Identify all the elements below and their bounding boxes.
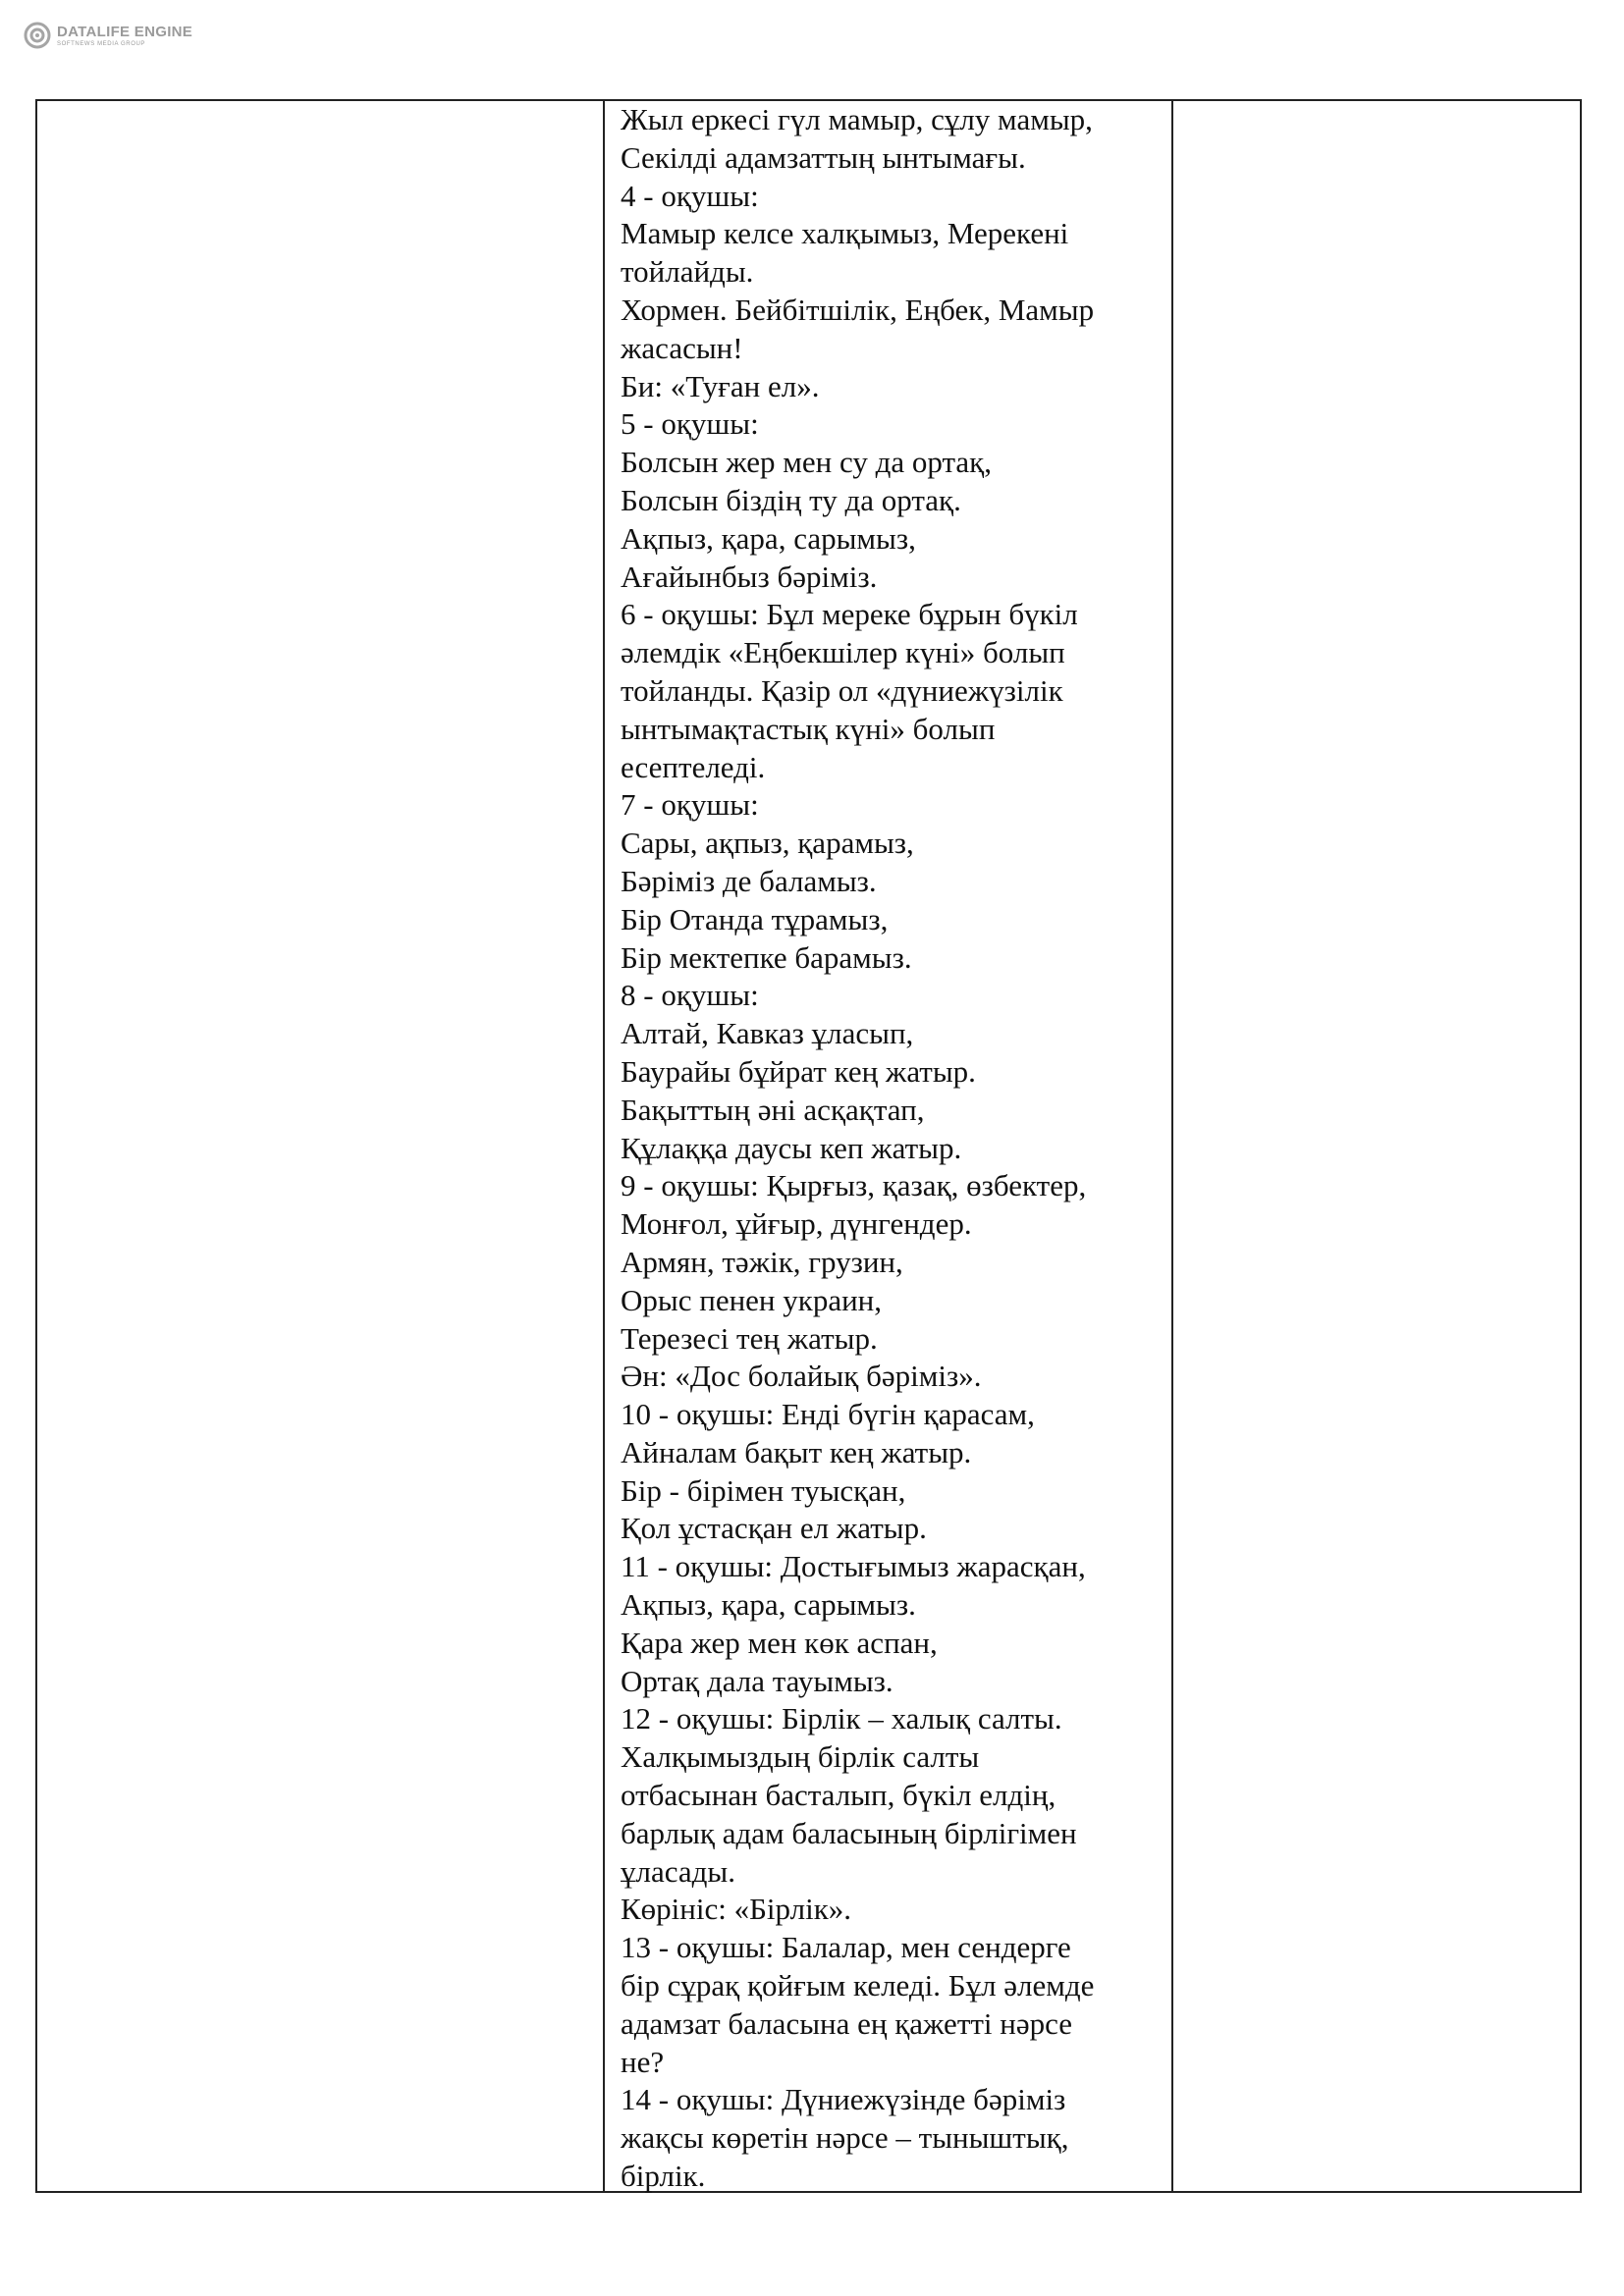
text-line: Қара жер мен көк аспан, — [621, 1625, 938, 1660]
text-line: Монғол, ұйғыр, дүнгендер. — [621, 1206, 972, 1242]
text-line: барлық адам баласының бірлігімен — [621, 1815, 1077, 1850]
text-line: не? — [621, 2044, 665, 2079]
text-line: 5 - оқушы: — [621, 406, 759, 442]
text-line: Армян, тәжік, грузин, — [621, 1244, 903, 1279]
text-line: 9 - оқушы: Қырғыз, қазақ, өзбектер, — [621, 1168, 1087, 1203]
text-line: Халқымыздың бірлік салты — [621, 1739, 980, 1775]
text-line: Би: «Туған ел». — [621, 368, 820, 403]
text-line: 4 - оқушы: — [621, 178, 759, 213]
text-line: Бір Отанда тұрамыз, — [621, 901, 889, 936]
text-line: Бәріміз де баламыз. — [621, 863, 877, 898]
text-line: Бақыттың әні асқақтап, — [621, 1092, 925, 1127]
watermark-title: DATALIFE ENGINE — [57, 23, 193, 40]
document-table — [35, 99, 1582, 2193]
text-line: бірлік. — [621, 2159, 706, 2194]
table-cell-right — [1173, 101, 1580, 2191]
text-line: Көрініс: «Бірлік». — [621, 1892, 852, 1927]
text-line: Қол ұстасқан ел жатыр. — [621, 1511, 927, 1546]
text-line: 13 - оқушы: Балалар, мен сендерге — [621, 1930, 1071, 1965]
table-cell-middle — [605, 101, 1173, 2194]
text-line: ынтымақтастық күні» болып — [621, 711, 996, 746]
datalife-logo-icon — [24, 22, 51, 49]
text-line: Ағайынбыз бәріміз. — [621, 559, 878, 594]
text-line: Айналам бақыт кең жатыр. — [621, 1434, 972, 1469]
table-cell-left — [37, 101, 605, 2191]
text-line: Бір - бірімен туысқан, — [621, 1472, 906, 1508]
text-line: тойлайды. — [621, 254, 754, 290]
text-line: отбасынан басталып, бүкіл елдің, — [621, 1778, 1056, 1813]
text-line: Болсын жер мен су да ортақ, — [621, 445, 992, 480]
text-line: 8 - оқушы: — [621, 978, 759, 1013]
text-line: 10 - оқушы: Енді бүгін қарасам, — [621, 1397, 1035, 1432]
text-line: есептеледі. — [621, 749, 766, 784]
text-line: әлемдік «Еңбекшілер күні» болып — [621, 635, 1065, 670]
text-line: 11 - оқушы: Достығымыз жарасқан, — [621, 1549, 1086, 1584]
text-line: 6 - оқушы: Бұл мереке бұрын бүкіл — [621, 597, 1078, 632]
text-line: Құлаққа даусы кеп жатыр. — [621, 1130, 962, 1165]
text-line: Орыс пенен украин, — [621, 1282, 883, 1317]
text-line: Терезесі тең жатыр. — [621, 1320, 878, 1356]
text-line: Секілді адамзаттың ынтымағы. — [621, 139, 1026, 175]
text-line: 7 - оқушы: — [621, 787, 759, 823]
text-line: адамзат баласына ең қажетті нәрсе — [621, 2005, 1073, 2041]
watermark-subtitle: SOFTNEWS MEDIA GROUP — [57, 40, 146, 47]
text-line: Алтай, Кавказ ұласып, — [621, 1016, 914, 1051]
text-line: 14 - оқушы: Дүниежүзінде бәріміз — [621, 2082, 1066, 2117]
text-line: Ақпыз, қара, сарымыз, — [621, 520, 916, 556]
text-line: Жыл еркесі гүл мамыр, сұлу мамыр, — [621, 102, 1093, 136]
text-line: Бір мектепке барамыз. — [621, 939, 912, 975]
text-line: Болсын біздің ту да ортақ. — [621, 482, 961, 517]
text-line: тойланды. Қазір ол «дүниежүзілік — [621, 672, 1063, 708]
text-line: Хормен. Бейбітшілік, Еңбек, Мамыр — [621, 292, 1095, 327]
text-line: Ақпыз, қара, сарымыз. — [621, 1587, 916, 1623]
watermark — [24, 19, 192, 52]
text-line: Сары, ақпыз, қарамыз, — [621, 826, 914, 861]
text-line: Ортақ дала тауымыз. — [621, 1663, 893, 1698]
text-line: Баурайы бұйрат кең жатыр. — [621, 1053, 976, 1089]
text-line: Ән: «Дос болайық бәріміз». — [621, 1359, 982, 1394]
text-line: жақсы көретін нәрсе – тыныштық, — [621, 2120, 1069, 2156]
text-line: Мамыр келсе халқымыз, Мерекені — [621, 216, 1069, 251]
text-line: жасасын! — [621, 330, 743, 365]
text-line: бір сұрақ қойғым келеді. Бұл әлемде — [621, 1968, 1095, 2003]
text-line: 12 - оқушы: Бірлік – халық салты. — [621, 1701, 1062, 1736]
script-lines — [605, 101, 1158, 2196]
text-line: ұласады. — [621, 1853, 735, 1889]
